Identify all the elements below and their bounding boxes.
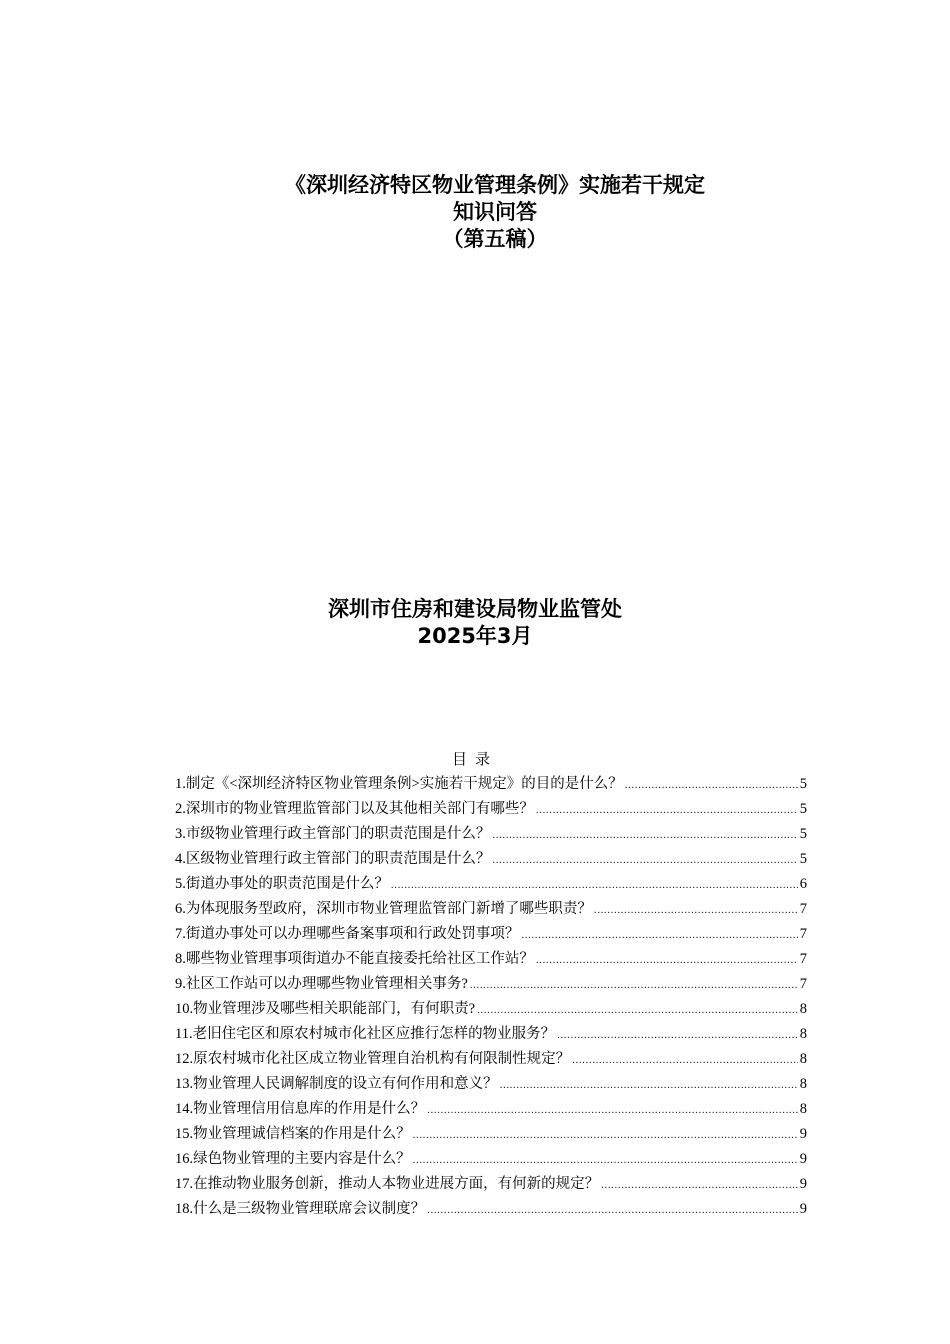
toc-dot-leader (427, 1204, 798, 1216)
toc-dot-leader (536, 804, 798, 816)
toc-dot-leader (500, 1079, 798, 1091)
title-line-main: 《深圳经济特区物业管理条例》实施若干规定 (285, 173, 705, 197)
toc-entry-page: 9 (799, 1176, 807, 1192)
title-line-draft: （第五稿） (442, 227, 548, 251)
toc-entry-page: 5 (799, 776, 807, 792)
toc-entry[interactable] (175, 947, 807, 972)
toc-entry-title: 16.绿色物业管理的主要内容是什么？ (175, 1151, 411, 1167)
toc-entry-page: 8 (799, 1001, 807, 1017)
toc-entry-title: 17.在推动物业服务创新，推动人本物业进展方面，有何新的规定？ (175, 1176, 600, 1192)
toc-entry[interactable] (175, 822, 807, 847)
toc-entry-title: 8.哪些物业管理事项街道办不能直接委托给社区工作站？ (175, 951, 534, 967)
toc-dot-leader (492, 854, 797, 866)
toc-entry-page: 6 (799, 876, 807, 892)
toc-entry[interactable] (175, 1022, 807, 1047)
toc-entry[interactable] (175, 922, 807, 947)
toc-entry-page: 9 (799, 1151, 807, 1167)
toc-entry[interactable] (175, 1122, 807, 1147)
toc-entry-page: 8 (799, 1101, 807, 1117)
toc-entry-page: 7 (799, 926, 807, 942)
toc-entry[interactable] (175, 972, 807, 997)
toc-dot-leader (572, 1054, 798, 1066)
toc-entry[interactable] (175, 1172, 807, 1197)
toc-entry-page: 5 (799, 801, 807, 817)
toc-entry-page: 8 (799, 1051, 807, 1067)
issuer-block (0, 596, 950, 650)
toc-entry[interactable] (175, 1197, 807, 1222)
toc-dot-leader (427, 1104, 798, 1116)
toc-entry[interactable] (175, 1047, 807, 1072)
toc-entry-title: 9.社区工作站可以办理哪些物业管理相关事务? (175, 976, 468, 992)
toc-entry-title: 11.老旧住宅区和原农村城市化社区应推行怎样的物业服务？ (175, 1026, 556, 1042)
toc-dot-leader (477, 1004, 798, 1016)
toc-entry-title: 2.深圳市的物业管理监管部门以及其他相关部门有哪些？ (175, 801, 534, 817)
toc-entry-title: 18.什么是三级物业管理联席会议制度？ (175, 1201, 426, 1217)
toc-entry-page: 7 (799, 951, 807, 967)
toc-entry[interactable] (175, 772, 807, 797)
toc-entry[interactable] (175, 1072, 807, 1097)
toc-entry[interactable] (175, 847, 807, 872)
toc-entry-page: 7 (799, 901, 807, 917)
toc-entry-title: 13.物业管理人民调解制度的设立有何作用和意义？ (175, 1076, 498, 1092)
toc-entry-page: 5 (799, 851, 807, 867)
toc-dot-leader (413, 1129, 798, 1141)
toc-entry-page: 5 (799, 826, 807, 842)
toc-dot-leader (625, 779, 798, 791)
toc-entry-page: 7 (799, 976, 807, 992)
issuing-organization: 深圳市住房和建设局物业监管处 (328, 597, 622, 621)
toc-entry-title: 4.区级物业管理行政主管部门的职责范围是什么？ (175, 851, 491, 867)
toc-dot-leader (492, 829, 797, 841)
toc-dot-leader (594, 904, 798, 916)
toc-entry-title: 1.制定《<深圳经济特区物业管理条例>实施若干规定》的目的是什么？ (175, 776, 623, 792)
table-of-contents (175, 772, 807, 1222)
toc-dot-leader (557, 1029, 798, 1041)
toc-entry-page: 8 (799, 1076, 807, 1092)
toc-entry-title: 5.街道办事处的职责范围是什么？ (175, 876, 389, 892)
toc-dot-leader (391, 879, 798, 891)
toc-entry-page: 9 (799, 1126, 807, 1142)
toc-entry-title: 14.物业管理信用信息库的作用是什么？ (175, 1101, 426, 1117)
toc-entry-title: 15.物业管理诚信档案的作用是什么？ (175, 1126, 411, 1142)
toc-entry-page: 9 (799, 1201, 807, 1217)
toc-dot-leader (536, 954, 798, 966)
toc-entry-page: 8 (799, 1026, 807, 1042)
toc-heading: 目录 (451, 752, 498, 768)
toc-entry-title: 7.街道办事处可以办理哪些备案事项和行政处罚事项？ (175, 926, 520, 942)
toc-entry[interactable] (175, 872, 807, 897)
title-line-subtitle: 知识问答 (453, 200, 537, 224)
toc-entry[interactable] (175, 1097, 807, 1122)
toc-dot-leader (470, 979, 798, 991)
toc-dot-leader (601, 1179, 798, 1191)
toc-entry-title: 3.市级物业管理行政主管部门的职责范围是什么？ (175, 826, 491, 842)
toc-dot-leader (521, 929, 797, 941)
toc-entry[interactable] (175, 1147, 807, 1172)
issue-date: 2025年3月 (417, 624, 533, 648)
toc-entry[interactable] (175, 897, 807, 922)
toc-entry[interactable] (175, 797, 807, 822)
toc-entry[interactable] (175, 997, 807, 1022)
toc-entry-title: 12.原农村城市化社区成立物业管理自治机构有何限制性规定？ (175, 1051, 571, 1067)
toc-entry-title: 10.物业管理涉及哪些相关职能部门，有何职责? (175, 1001, 476, 1017)
toc-dot-leader (413, 1154, 798, 1166)
document-title (0, 172, 950, 253)
toc-entry-title: 6.为体现服务型政府，深圳市物业管理监管部门新增了哪些职责？ (175, 901, 592, 917)
